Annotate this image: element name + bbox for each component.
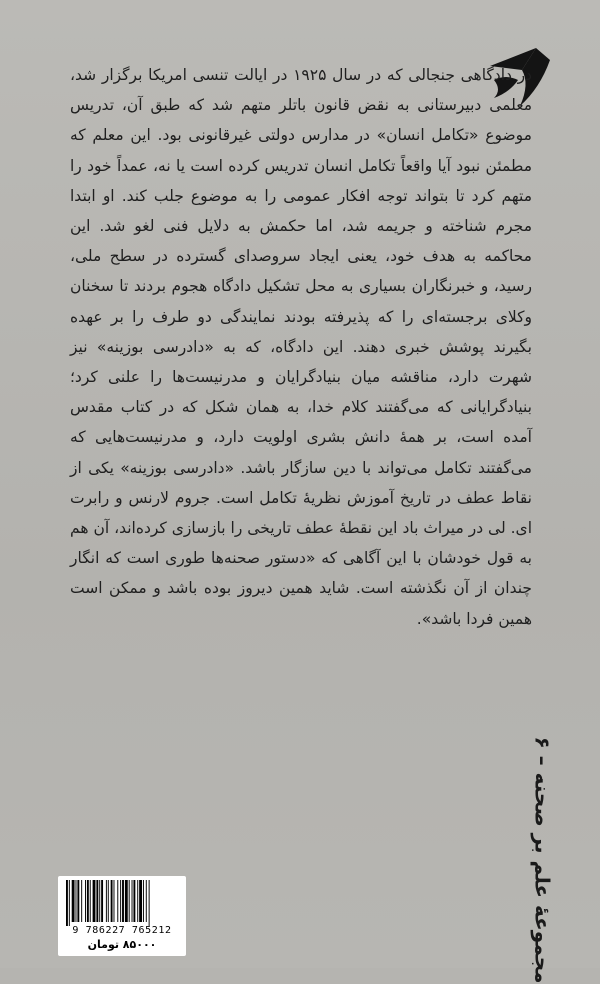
price-label: ۸۵۰۰۰ تومان <box>87 938 157 951</box>
series-label: مجموعهٔ علم بر صحنه – ۶ <box>531 736 555 984</box>
barcode-sticker <box>58 876 186 956</box>
blurb-paragraph: در دادگاهی جنجالی که در سال ۱۹۲۵ در ایالت تنسی امریکا برگزار شد، معلمی دبیرستانی به نقض قانون باتلر متهم شد که طبق آن، تدریس موضوع «تکامل انسان» در مدارس دولتی غیرقانونی بود. این معلم که مطمئن نبود آیا واقعاً تکامل انسان تدریس کرده است یا نه، عمداً خود را متهم کرد تا بتواند توجه افکار عمومی را به موضوع جلب کند. او ابتدا مجرم شناخته و جریمه شد، اما حکمش به دلایل فنی لغو شد. این محاکمه به هدف خود، یعنی ایجاد سروصدای گسترده در سطح ملی، رسید، و خبرنگاران بسیاری به محل تشکیل دادگاه هجوم بردند تا سخنان وکلای برجسته‌ای را که پذیرفته بودند نمایندگی دو طرف را بر عهده بگیرند پوشش خبری دهند. این دادگاه، که به «دادرسی بوزینه» نیز شهرت دارد، مناقشه میان بنیادگرایان و مدرنیست‌ها را علنی کرد؛ بنیادگرایانی که می‌گفتند کلام خدا، به همان شکل که در کتاب مقدس آمده است، بر همهٔ دانش بشری اولویت دارد، و مدرنیست‌هایی که می‌گفتند تکامل می‌تواند با دین سازگار باشد. «دادرسی بوزینه» یکی از نقاط عطف در تاریخ آموزش نظریهٔ تکامل است. جروم لارنس و رابرت ای. لی در میراث باد این نقطهٔ عطف تاریخی را بازسازی کرده‌اند، آن هم به قول خودشان با این آگاهی که «دستور صحنه‌ها طوری است که انگار چندان از آن نگذشته است. شاید همین دیروز بوده باشد و ممکن است همین فردا باشد». <box>70 66 533 628</box>
blurb-text-block <box>70 60 532 634</box>
barcode-icon <box>66 880 178 926</box>
series-label-spine <box>526 736 560 984</box>
isbn-number: 9 786227 765212 <box>72 925 172 936</box>
